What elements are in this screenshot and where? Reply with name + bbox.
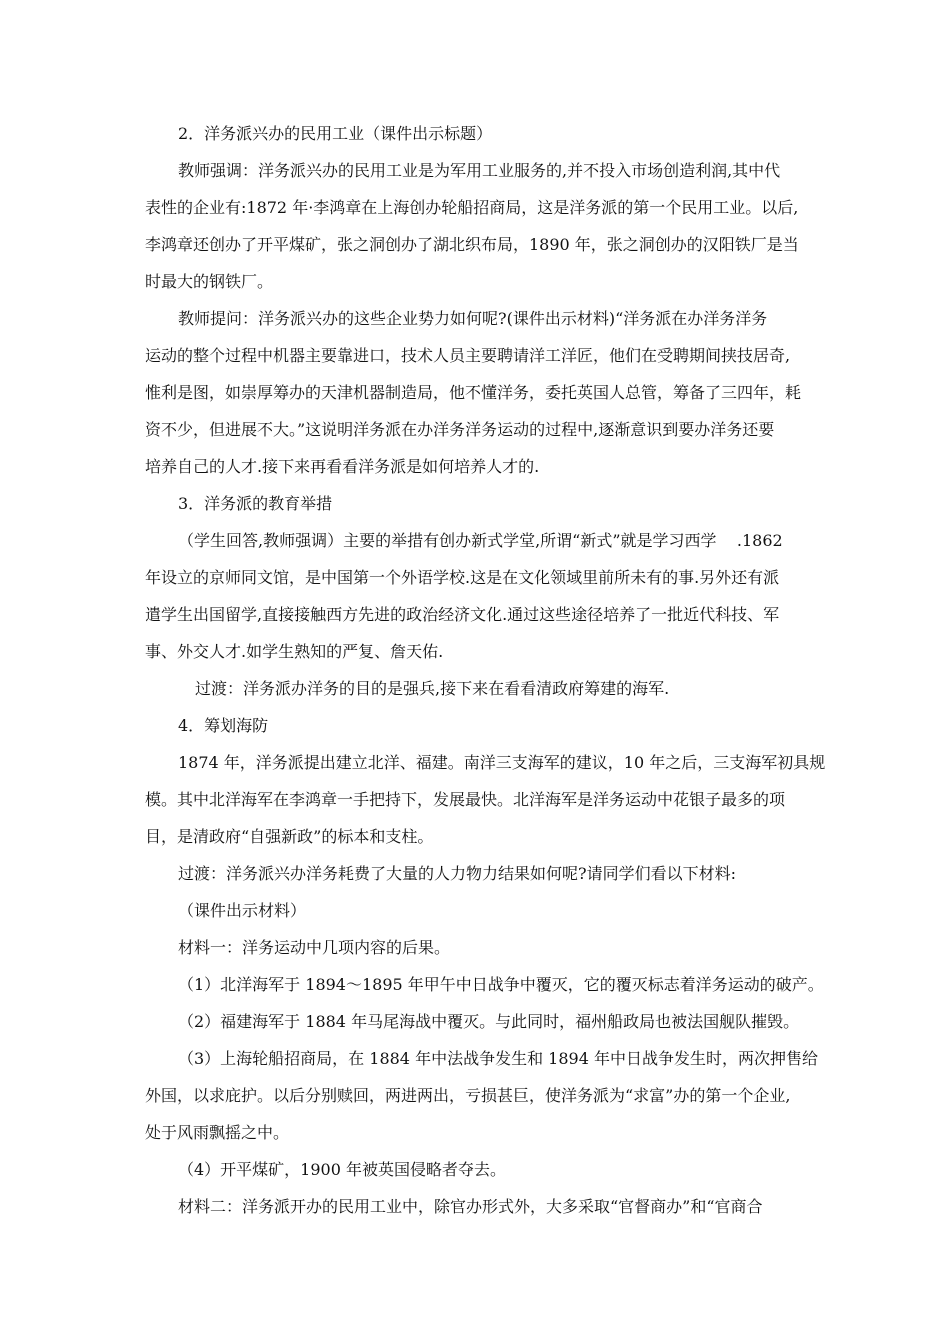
transition-line: 过渡：洋务派兴办洋务耗费了大量的人力物力结果如何呢?请同学们看以下材料: — [178, 864, 736, 883]
paragraph-line: 李鸿章还创办了开平煤矿，张之洞创办了湖北织布局，1890 年，张之洞创办的汉阳铁厂是当 — [145, 235, 799, 254]
material-note: （课件出示材料） — [178, 901, 307, 920]
paragraph-line: 时最大的钢铁厂。 — [145, 272, 274, 291]
paragraph-line: 教师强调：洋务派兴办的民用工业是为军用工业服务的,并不投入市场创造利润,其中代 — [178, 161, 781, 180]
list-item: （4）开平煤矿，1900 年被英国侵略者夺去。 — [178, 1160, 506, 1179]
paragraph-line: 目，是清政府“自强新政”的标本和支柱。 — [145, 827, 434, 846]
paragraph-line: 遣学生出国留学,直接接触西方先进的政治经济文化.通过这些途径培养了一批近代科技、军 — [145, 605, 780, 624]
paragraph-line: 年设立的京师同文馆，是中国第一个外语学校.这是在文化领域里前所未有的事.另外还有派 — [145, 568, 780, 587]
paragraph-line: 教师提问：洋务派兴办的这些企业势力如何呢?(课件出示材料)“洋务派在办洋务洋务 — [178, 309, 768, 328]
list-item-continuation: 处于风雨飘摇之中。 — [145, 1123, 290, 1142]
list-item: （2）福建海军于 1884 年马尾海战中覆灭。与此同时，福州船政局也被法国舰队摧毁。 — [178, 1012, 800, 1031]
paragraph-line: 表性的企业有:1872 年·李鸿章在上海创办轮船招商局，这是洋务派的第一个民用工业。以后, — [145, 198, 799, 217]
list-item-continuation: 外国，以求庇护。以后分别赎回，两进两出，亏损甚巨，使洋务派为“求富”办的第一个企业, — [145, 1086, 791, 1105]
material-one-heading: 材料一：洋务运动中几项内容的后果。 — [178, 938, 451, 957]
paragraph-line: 惟利是图，如崇厚筹办的天津机器制造局，他不懂洋务，委托英国人总管，筹备了三四年，耗 — [145, 383, 802, 402]
section-heading-civil-industry: 2．洋务派兴办的民用工业（课件出示标题） — [178, 124, 493, 143]
list-item: （1）北洋海军于 1894～1895 年甲午中日战争中覆灭，它的覆灭标志着洋务运动的破产。 — [178, 975, 824, 994]
transition-line: 过渡：洋务派办洋务的目的是强兵,接下来在看看清政府筹建的海军. — [195, 679, 670, 698]
material-two-line: 材料二：洋务派开办的民用工业中，除官办形式外，大多采取“官督商办”和“官商合 — [178, 1197, 763, 1216]
paragraph-line: （学生回答,教师强调）主要的举措有创办新式学堂,所谓“新式”就是学习西学 .1862 — [178, 531, 783, 550]
paragraph-line: 运动的整个过程中机器主要靠进口，技术人员主要聘请洋工洋匠，他们在受聘期间挟技居奇, — [145, 346, 791, 365]
section-heading-coastal-defense: 4．筹划海防 — [178, 716, 269, 735]
section-heading-education: 3．洋务派的教育举措 — [178, 494, 333, 513]
list-item: （3）上海轮船招商局，在 1884 年中法战争发生和 1894 年中日战争发生时，两次押售给 — [178, 1049, 818, 1068]
paragraph-line: 1874 年，洋务派提出建立北洋、福建。南洋三支海军的建议，10 年之后，三支海军初具规 — [178, 753, 826, 772]
paragraph-line: 事、外交人才.如学生熟知的严复、詹天佑. — [145, 642, 444, 661]
paragraph-line: 培养自己的人才.接下来再看看洋务派是如何培养人才的. — [145, 457, 540, 476]
paragraph-line: 模。其中北洋海军在李鸿章一手把持下，发展最快。北洋海军是洋务运动中花银子最多的项 — [145, 790, 786, 809]
paragraph-line: 资不少，但进展不大。”这说明洋务派在办洋务洋务运动的过程中,逐渐意识到要办洋务还要 — [145, 420, 775, 439]
